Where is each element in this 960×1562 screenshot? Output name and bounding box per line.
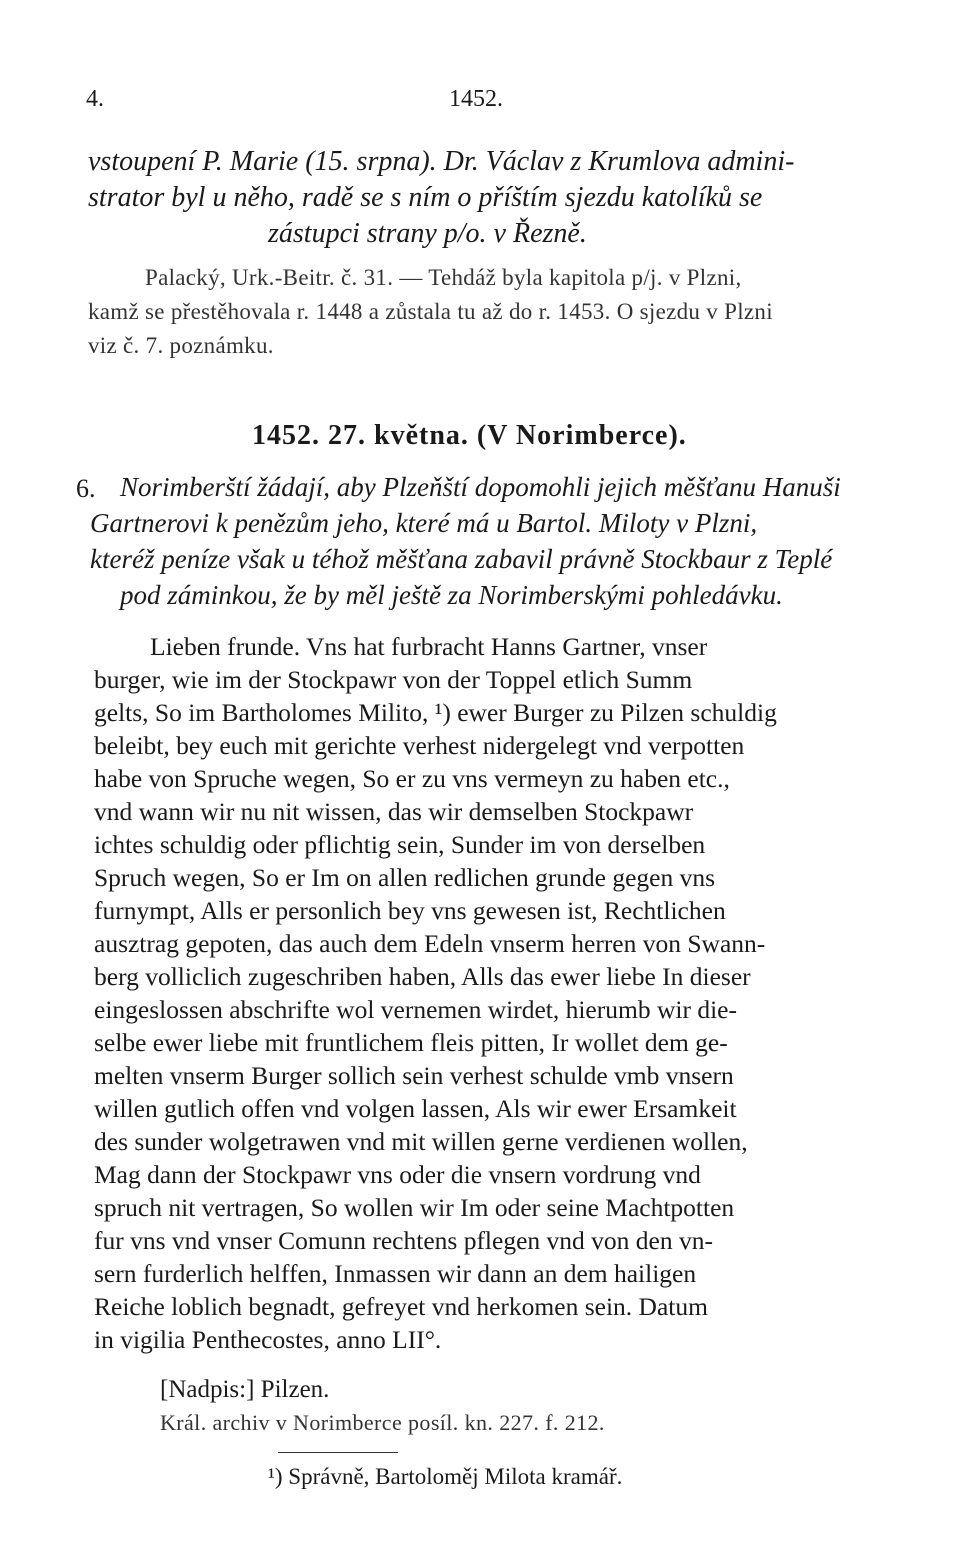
citation-line: Palacký, Urk.-Beitr. č. 31. — Tehdáž byla kapitola p/j. v Plzni, [145,265,742,290]
letter-line: des sunder wolgetrawen vnd mit willen gerne verdienen wollen, [94,1127,748,1156]
footnote-rule [278,1452,398,1453]
letter-line: fur vns vnd vnser Comunn rechtens pflegen vnd von den vn- [94,1226,713,1255]
regest-line: kteréž peníze však u téhož měšťana zabavil právně Stockbaur z Teplé [90,544,833,574]
letter-line: Mag dann der Stockpawr vns oder die vnsern vordrung vnd [94,1160,701,1189]
letter-line: beleibt, bey euch mit gerichte verhest nidergelegt vnd verpotten [94,731,745,760]
running-header-year: 1452. [449,86,503,112]
letter-line: habe von Spruche wegen, So er zu vns vermeyn zu haben etc., [94,764,730,793]
citation-line: kamž se přestěhovala r. 1448 a zůstala tu až do r. 1453. O sjezdu v Plzni [88,299,773,324]
letter-line: Lieben frunde. Vns hat furbracht Hanns Gartner, vnser [150,632,708,661]
letter-line: willen gutlich offen vnd volgen lassen, Als wir ewer Ersamkeit [94,1094,737,1123]
letter-line: selbe ewer liebe mit fruntlichem fleis pitten, Ir wollet dem ge- [94,1028,728,1057]
letter-line: berg volliclich zugeschriben haben, Alls das ewer liebe In dieser [94,962,751,991]
regest-line: Norimberští žádají, aby Plzeňští dopomohli jejich měšťanu Hanuši [120,472,841,502]
preamble-line: zástupci strany p/o. v Řezně. [268,218,587,249]
regest-line: Gartnerovi k penězům jeho, které má u Bartol. Miloty v Plzni, [90,508,758,538]
letter-line: furnympt, Alls er personlich bey vns gewesen ist, Rechtlichen [94,896,726,925]
letter-line: Spruch wegen, So er Im on allen redlichen grunde gegen vns [94,863,716,892]
archive-reference: Král. archiv v Norimberce posíl. kn. 227. f. 212. [160,1410,605,1435]
letter-line: burger, wie im der Stockpawr von der Toppel etlich Summ [94,665,693,694]
entry-heading: 1452. 27. května. (V Norimberce). [252,420,687,451]
citation-line: viz č. 7. poznámku. [88,333,274,358]
letter-line: ichtes schuldig oder pflichtig sein, Sunder im von derselben [94,830,706,859]
letter-line: eingeslossen abschrifte wol vernemen wirdet, hierumb wir die- [94,995,737,1024]
footnote: ¹) Správně, Bartoloměj Milota kramář. [268,1464,623,1489]
preamble-line: vstoupení P. Marie (15. srpna). Dr. Václav z Krumlova admini- [88,146,795,177]
preamble-line: strator byl u něho, radě se s ním o příštím sjezdu katolíků se [88,182,763,213]
letter-line: sern furderlich helffen, Inmassen wir dann an dem hailigen [94,1259,697,1288]
letter-line: spruch nit vertragen, So wollen wir Im oder seine Machtpotten [94,1193,735,1222]
letter-line: ausztrag gepoten, das auch dem Edeln vnserm herren von Swann- [94,929,766,958]
regest-line: pod záminkou, že by měl ještě za Norimberskými pohledávku. [120,580,783,610]
inscription-line: [Nadpis:] Pilzen. [160,1376,330,1403]
page-number: 4. [86,86,104,112]
letter-line: in vigilia Penthecostes, anno LII°. [94,1325,442,1354]
letter-line: Reiche loblich begnadt, gefreyet vnd herkomen sein. Datum [94,1292,708,1321]
letter-line: gelts, So im Bartholomes Milito, ¹) ewer Burger zu Pilzen schuldig [94,698,777,727]
letter-line: melten vnserm Burger sollich sein verhest schulde vmb vnsern [94,1061,734,1090]
letter-line: vnd wann wir nu nit wissen, das wir demselben Stockpawr [94,797,694,826]
entry-number: 6. [76,474,96,503]
